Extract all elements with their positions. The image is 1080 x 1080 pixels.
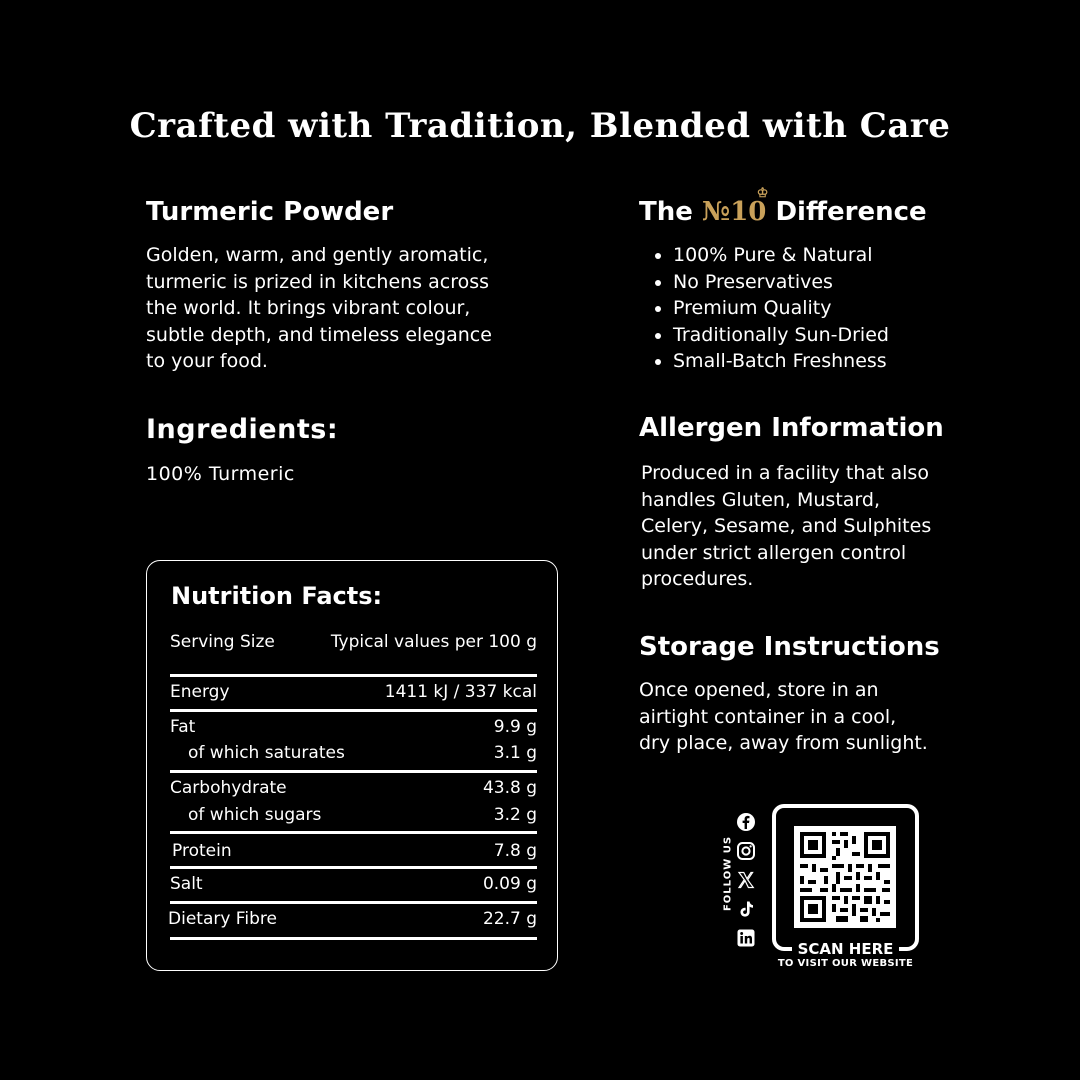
- x-icon[interactable]: [736, 870, 760, 892]
- difference-list: [639, 242, 959, 375]
- table-row: [170, 778, 537, 798]
- list-item: • Premium Quality: [673, 295, 959, 322]
- allergen-line: under strict allergen control: [641, 541, 907, 564]
- page-title: Crafted with Tradition, Blended with Care: [129, 106, 951, 146]
- scan-subtext: TO VISIT OUR WEBSITE: [777, 958, 914, 969]
- follow-us-label: FOLLOW US: [722, 835, 734, 912]
- nutrient-label: Fat: [170, 717, 196, 737]
- scan-here-text: SCAN HERE: [792, 940, 900, 958]
- nutrient-label: Energy: [170, 682, 230, 702]
- brand-logo: [701, 186, 769, 227]
- allergen-line: procedures.: [641, 568, 754, 590]
- facebook-icon[interactable]: [736, 812, 760, 834]
- product-description-line: Golden, warm, and gently aromatic,: [146, 244, 489, 266]
- nutrient-label: Dietary Fibre: [168, 909, 277, 929]
- difference-heading: [639, 186, 927, 227]
- allergen-line: Celery, Sesame, and Sulphites: [641, 515, 932, 537]
- nutrient-value: 9.9 g: [493, 717, 537, 737]
- storage-line: airtight container in a cool,: [639, 705, 897, 728]
- product-description-line: to your food.: [146, 350, 268, 372]
- nutrient-value: 3.2 g: [493, 805, 537, 825]
- serving-size-label: Serving Size: [170, 632, 275, 652]
- allergen-heading: Allergen Information: [639, 413, 944, 443]
- nutrition-divider: [170, 901, 537, 904]
- nutrient-value: 3.1 g: [493, 743, 537, 763]
- qr-code-icon[interactable]: [794, 826, 896, 928]
- nutrition-divider: [170, 770, 537, 773]
- tiktok-icon[interactable]: [736, 899, 760, 921]
- storage-line: dry place, away from sunlight.: [639, 732, 928, 754]
- table-row: [170, 841, 537, 861]
- difference-prefix: The: [639, 197, 693, 227]
- nutrient-label: Protein: [172, 841, 232, 861]
- product-description-line: turmeric is prized in kitchens across: [146, 270, 490, 293]
- nutrition-divider: [170, 866, 537, 869]
- list-item: • Traditionally Sun-Dried: [673, 322, 959, 349]
- nutrition-divider: [170, 937, 537, 940]
- linkedin-icon[interactable]: [736, 928, 760, 950]
- nutrient-value: 0.09 g: [482, 874, 537, 894]
- allergen-line: Produced in a facility that also: [641, 462, 929, 484]
- nutrient-label: of which saturates: [188, 743, 345, 763]
- allergen-text: [641, 460, 961, 593]
- nutrient-value: 1411 kJ / 337 kcal: [384, 682, 537, 702]
- nutrient-value: 43.8 g: [482, 778, 537, 798]
- allergen-line: handles Gluten, Mustard,: [641, 488, 881, 511]
- brand-mark: №10: [701, 197, 767, 227]
- storage-text: [639, 677, 959, 757]
- nutrition-divider: [170, 831, 537, 834]
- table-row: [170, 874, 537, 894]
- product-heading: Turmeric Powder: [146, 197, 394, 227]
- difference-list-wrap: [639, 242, 959, 375]
- ingredients-heading: Ingredients:: [146, 414, 339, 445]
- nutrient-label: Salt: [170, 874, 203, 894]
- table-row: [170, 717, 537, 737]
- product-description-line: the world. It brings vibrant colour,: [146, 297, 471, 319]
- storage-line: Once opened, store in an: [639, 679, 879, 701]
- nutrition-divider: [170, 674, 537, 677]
- table-row: [170, 805, 537, 825]
- list-item: • No Preservatives: [673, 269, 959, 296]
- table-row: [170, 743, 537, 763]
- nutrient-value: 22.7 g: [482, 909, 537, 929]
- instagram-icon[interactable]: [736, 841, 760, 863]
- product-description: [146, 242, 526, 375]
- ingredients-text: 100% Turmeric: [146, 463, 295, 485]
- difference-suffix: Difference: [775, 197, 927, 227]
- nutrition-divider: [170, 709, 537, 712]
- table-row: [170, 682, 537, 702]
- list-item: • Small-Batch Freshness: [673, 348, 959, 375]
- scan-here-label: [772, 940, 919, 958]
- nutrient-label: of which sugars: [188, 805, 322, 825]
- nutrient-label: Carbohydrate: [170, 778, 287, 798]
- nutrient-value: 7.8 g: [493, 841, 537, 861]
- storage-heading: Storage Instructions: [639, 632, 940, 662]
- nutrition-heading: Nutrition Facts:: [171, 582, 383, 610]
- list-item: • 100% Pure & Natural: [673, 242, 959, 269]
- serving-size-value: Typical values per 100 g: [330, 632, 537, 652]
- crown-icon: ♔: [756, 186, 769, 201]
- serving-size-row: [170, 632, 537, 652]
- table-row: [168, 909, 537, 929]
- product-description-line: subtle depth, and timeless elegance: [146, 323, 492, 346]
